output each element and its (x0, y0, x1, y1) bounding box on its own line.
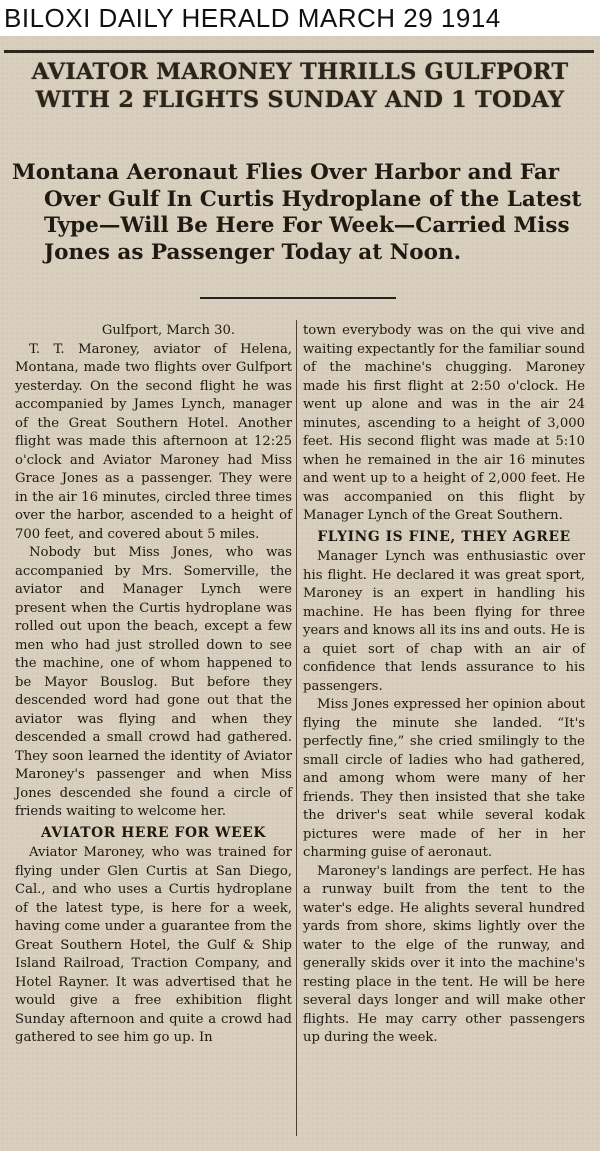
section-divider (200, 297, 396, 299)
archive-caption: BILOXI DAILY HERALD MARCH 29 1914 (0, 0, 600, 36)
article-paragraph-1: T. T. Maroney, aviator of Helena, Montana, made two flights over Gulfport yesterday. On the second flight he was accompanied by James Lynch, manager of the Great Southern Hotel. Another flight was made this afternoon at 12:25 o'clock and Aviator Maroney had Miss Grace Jones as a passenger. They were in the air 16 minutes, circled three times over the harbor, ascended to a height of 700 feet, and covered about 5 miles. (15, 341, 292, 542)
deck-line-3: Type—Will Be Here For Week—Carried Miss (44, 213, 570, 238)
article-column-left (15, 322, 292, 1048)
headline (8, 58, 592, 114)
headline-line-1: AVIATOR MARONEY THRILLS GULFPORT (31, 59, 569, 85)
subhead-flying-fine: FLYING IS FINE, THEY AGREE (317, 528, 571, 545)
subheadline-deck (10, 160, 590, 266)
article-column-right (303, 322, 585, 1048)
article-paragraph-4: town everybody was on the qui vive and waiting expectantly for the familiar sound of the machine's chugging. Maroney made his first flight at 2:50 o'clock. He went up alone and was in the air 24 minutes, ascending to a height of 3,000 feet. His second flight was made at 5:10 when he remained in the air 16 minutes and went up to a height of 2,000 feet. He was accompanied on this flight by Manager Lynch of the Great Southern. (303, 323, 585, 523)
newspaper-clipping (0, 36, 600, 1151)
deck-line-4: Jones as Passenger Today at Noon. (44, 239, 462, 265)
headline-line-2: WITH 2 FLIGHTS SUNDAY AND 1 TODAY (35, 87, 565, 113)
column-rule (296, 320, 297, 1136)
subhead-aviator-here: AVIATOR HERE FOR WEEK (41, 824, 266, 841)
deck-line-2: Over Gulf In Curtis Hydroplane of the Latest (44, 186, 582, 212)
deck-line-1: Montana Aeronaut Flies Over Harbor and Far (12, 160, 560, 185)
dateline: Gulfport, March 30. (101, 323, 236, 338)
article-paragraph-6: Miss Jones expressed her opinion about flying the minute she landed. “It's perfectly fine,” she cried smilingly to the small circle of ladies who had gathered, and among whom were many of her friends. They then insisted that she take the driver's seat while several kodak pictures were made of her in her charming guise of aeronaut. (303, 697, 585, 860)
headline-top-rule (4, 50, 594, 53)
article-paragraph-2: Nobody but Miss Jones, who was accompanied by Mrs. Somerville, the aviator and Manager Lynch were present when the Curtis hydroplane was rolled out upon the beach, except a few men who had just strolled down to see the machine, one of whom happened to be Mayor Bouslog. But before they descended word had gone out that the aviator was flying and when they descended a small crowd had gathered. They soon learned the identity of Aviator Maroney's passenger and when Miss Jones descended she found a circle of friends waiting to welcome her. (15, 545, 292, 819)
article-paragraph-3: Aviator Maroney, who was trained for flying under Glen Curtis at San Diego, Cal., and who uses a Curtis hydroplane of the latest type, is here for a week, having come under a guarantee from the Great Southern Hotel, the Gulf & Ship Island Railroad, Traction Company, and Hotel Rayner. It was advertised that he would give a free exhibition flight Sunday afternoon and quite a crowd had gathered to see him go up. In (15, 845, 292, 1045)
article-paragraph-7: Maroney's landings are perfect. He has a runway built from the tent to the water's edge. He alights several hundred yards from shore, skims lightly over the water to the elge of the runway, and generally skids over it into the machine's resting place in the tent. He will be here several days longer and will make other flights. He may carry other passengers up during the week. (303, 863, 585, 1045)
article-paragraph-5: Manager Lynch was enthusiastic over his flight. He declared it was great sport, Maroney is an expert in handling his machine. He has been flying for three years and knows all its ins and outs. He is a quiet sort of chap with an air of confidence that lends assurance to his passengers. (303, 549, 585, 694)
